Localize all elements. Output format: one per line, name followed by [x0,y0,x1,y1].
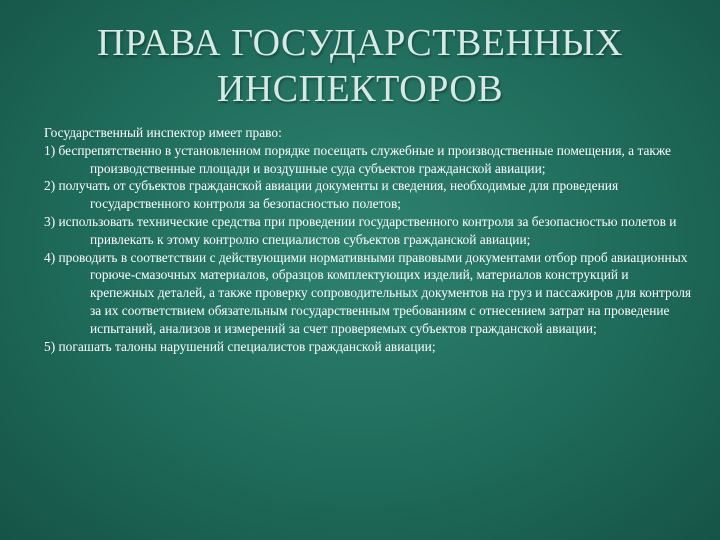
slide-title-line-1: ПРАВА ГОСУДАРСТВЕННЫХ [97,22,623,64]
list-item: 3) использовать технические средства при проведении государственного контроля за безопасностью полетов и привлекать к этому контролю специалистов субъектов гражданской авиации; [44,213,677,247]
list-item: 4) проводить в соответствии с действующими нормативными правовыми документами отбор проб авиационных горюче-смазочных материалов, образцов комплектующих изделий, материалов конструкций и крепежных деталей, а также проверку сопроводительных документов на груз и пассажиров для контроля за их соответствием обязательным государственным требованиям с отнесением затрат на проведение испытаний, анализов и измерений за счет проверяемых субъектов гражданской авиации; [44,249,692,336]
rights-list [44,142,692,356]
list-item: 2) получать от субъектов гражданской авиации документы и сведения, необходимые для проведения государственного контроля за безопасностью полетов; [44,178,619,212]
intro-text: Государственный инспектор имеет право: [44,125,282,140]
slide-title-line-2: ИНСПЕКТОРОВ [216,68,504,110]
slide-body [44,124,692,355]
slide-title [30,20,690,112]
list-item: 1) беспрепятственно в установленном порядке посещать служебные и производственные помещения, а также производственные площади и воздушные суда субъектов гражданской авиации; [44,142,671,176]
list-item: 5) погашать талоны нарушений специалистов гражданской авиации; [44,338,436,354]
